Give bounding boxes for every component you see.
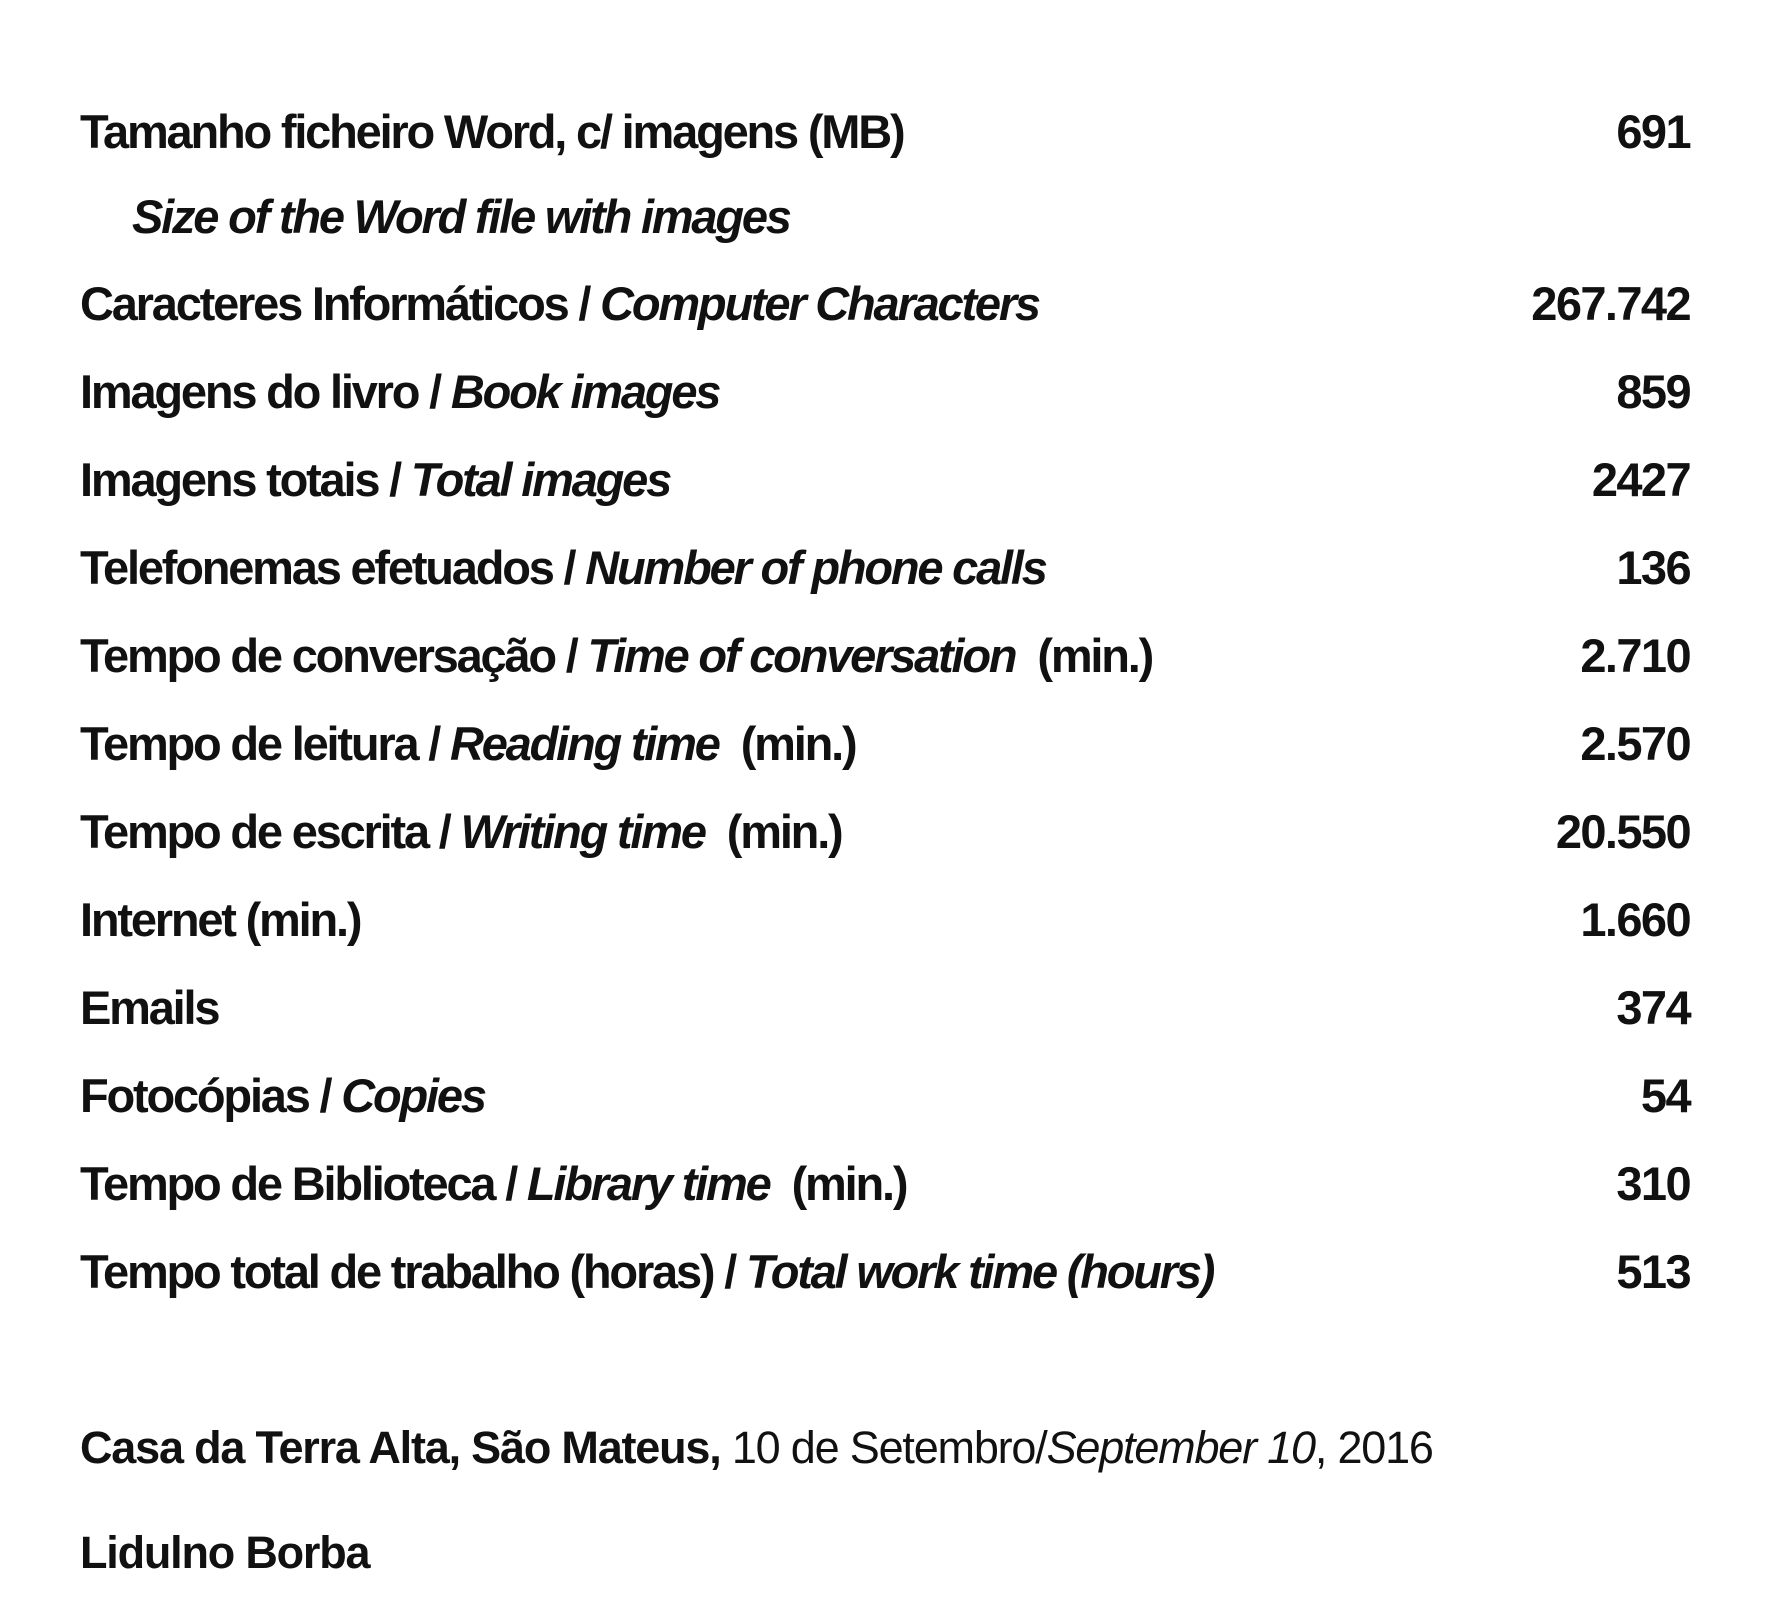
label-separator: / [567,277,601,330]
label-separator: / [713,1245,746,1298]
label-en: Total work time (hours) [745,1245,1214,1298]
row-label [80,1140,1616,1228]
label-en: Time of conversation [587,629,1016,682]
place-name: Casa da Terra Alta, São Mateus, [80,1422,721,1473]
label-en: Writing time [460,805,705,858]
table-row [80,1228,1690,1316]
label-pt: Imagens totais [80,453,379,506]
row-value: 2.570 [1580,717,1690,770]
row-value: 54 [1640,1069,1690,1122]
row-label [80,612,1580,700]
row-label [80,788,1556,876]
label-unit: (min.) [740,717,856,770]
date-pt: 10 de Setembro/ [720,1422,1047,1473]
table-row [80,964,1690,1052]
date-year: , 2016 [1314,1422,1433,1473]
label-separator: / [552,541,586,594]
label-separator: / [417,717,450,770]
table-row [80,348,1690,436]
table-row [80,524,1690,612]
label-pt: Tempo de Biblioteca [80,1157,495,1210]
row-label [80,1052,1641,1140]
table-row [80,700,1690,788]
label-en: Library time [526,1157,770,1210]
date-en: September 10 [1046,1422,1315,1473]
row-value: 374 [1616,981,1690,1034]
row-value: 20.550 [1555,805,1690,858]
statistics-table [80,88,1690,1316]
table-row [80,1052,1690,1140]
row-label [80,1228,1616,1316]
author-name: Lidulno Borba [80,1527,370,1578]
label-separator: / [308,1069,342,1122]
row-value: 859 [1616,365,1690,418]
table-row [80,612,1690,700]
label-pt: Tempo de leitura [80,717,418,770]
row-subtitle: Size of the Word file with images [132,190,790,243]
row-label [80,436,1592,524]
label-separator: / [427,805,461,858]
label-separator: / [554,629,588,682]
table-row [80,88,1690,174]
row-value: 136 [1616,541,1690,594]
label-separator: / [494,1157,527,1210]
row-value: 267.742 [1531,277,1690,330]
row-value: 2.710 [1580,629,1690,682]
row-label [80,260,1531,348]
label-en: Computer Characters [600,277,1039,330]
table-row [80,1140,1690,1228]
label-en: Reading time [449,717,719,770]
signature-block [80,1395,1690,1605]
row-value: 1.660 [1580,893,1690,946]
table-row [80,788,1690,876]
row-label [80,348,1616,436]
label-pt: Fotocópias [80,1069,309,1122]
row-label [80,524,1616,612]
row-value: 2427 [1591,453,1690,506]
label-pt: Imagens do livro [80,365,419,418]
label-separator: / [378,453,411,506]
label-pt: Tempo de conversação [80,629,555,682]
row-label: Internet (min.) [80,893,361,946]
row-value: 310 [1616,1157,1690,1210]
label-en: Book images [450,365,720,418]
place-date-line [80,1395,1690,1500]
table-row [80,436,1690,524]
label-unit: (min.) [726,805,842,858]
row-label [80,700,1580,788]
row-label: Tamanho ficheiro Word, c/ imagens (MB) [80,105,904,158]
label-unit: (min.) [1037,629,1153,682]
label-pt: Caracteres Informáticos [80,277,568,330]
label-en: Number of phone calls [585,541,1046,594]
row-value: 691 [1616,105,1690,158]
label-pt: Tempo total de trabalho (horas) [80,1245,714,1298]
row-value: 513 [1616,1245,1690,1298]
row-label: Emails [80,981,219,1034]
label-pt: Telefonemas efetuados [80,541,553,594]
label-en: Total images [410,453,671,506]
label-pt: Tempo de escrita [80,805,428,858]
table-row [80,876,1690,964]
label-en: Copies [341,1069,485,1122]
label-unit: (min.) [791,1157,907,1210]
label-separator: / [418,365,451,418]
table-row [80,260,1690,348]
